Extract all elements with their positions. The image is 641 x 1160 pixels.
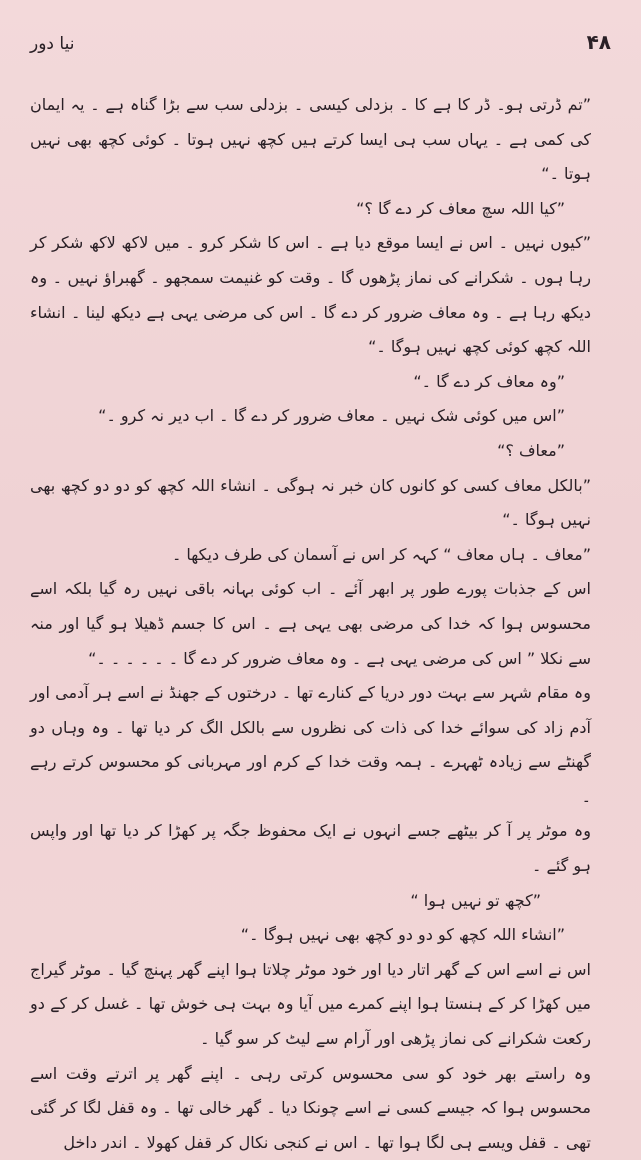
paragraph: اس کے جذبات پورے طور پر ابھر آئے ۔ اب کوئی بہانہ باقی نہیں رہ گیا بلکہ اسے محسوس ہوا کہ خدا کی مرضی بھی یہی ہے ۔ اس کا جسم ڈھیلا ہو گیا اور منہ سے نکلا ” اس کی مرضی یہی ہے ۔ وہ معاف ضرور کر دے گا ۔ ۔ ۔ ۔ ۔ ۔“ (30, 579, 591, 668)
page-header (30, 30, 611, 62)
paragraph: وہ موٹر پر آ کر بیٹھے جسے انہوں نے ایک محفوظ جگہ پر کھڑا کر دیا تھا اور واپس ہو گئے ۔ (30, 821, 591, 876)
dialogue-line: ”کچھ تو نہیں ہوا “ (410, 890, 541, 910)
paragraph: ”کیوں نہیں ۔ اس نے ایسا موقع دیا ہے ۔ اس کا شکر کرو ۔ میں لاکھ لاکھ شکر کر رہا ہوں ۔ شکرانے کی نماز پڑھوں گا ۔ وقت کو غنیمت سمجھو ۔ گھبراؤ نہیں ۔ وہ دیکھ رہا ہے ۔ وہ معاف ضرور کر دے گا ۔ اس کی مرضی یہی ہے دیکھ لینا ۔ انشاء اللہ کچھ کوئی کچھ نہیں ہوگا ۔“ (30, 233, 591, 357)
paragraph: ”بالکل معاف کسی کو کانوں کان خبر نہ ہوگی ۔ انشاء اللہ کچھ کو دو دو کچھ بھی نہیں ہوگا ۔“ (30, 475, 591, 530)
dialogue-line: ”وہ معاف کر دے گا ۔“ (413, 371, 565, 391)
running-title: نیا دور (30, 34, 75, 54)
paragraph: ”معاف ۔ ہاں معاف “ کہہ کر اس نے آسمان کی طرف دیکھا ۔ (171, 544, 591, 564)
paragraph: اس نے اسے اس کے گھر اتار دیا اور خود موٹر چلاتا ہوا اپنے گھر پہنچ گیا ۔ موٹر گیراج میں کھڑا کر کے ہنستا ہوا اپنے کمرے میں آیا وہ بہت ہی خوش تھا ۔ غسل کر کے دو رکعت شکرانے کی نماز پڑھی اور آرام سے لیٹ کر سو گیا ۔ (30, 959, 591, 1049)
dialogue-line: ”انشاء اللہ کچھ کو دو دو کچھ بھی نہیں ہوگا ۔“ (240, 925, 565, 945)
paragraph: وہ مقام شہر سے بہت دور دریا کے کنارے تھا ۔ درختوں کے جھنڈ نے اسے ہر آدمی اور آدم زاد کی سوائے خدا کی ذات کی نظروں سے بالکل الگ کر دیا تھا ۔ وہ وہاں دو گھنٹے سے زیادہ ٹھہرے ۔ ہمہ وقت خدا کے کرم اور مہربانی کو محسوس کرتے رہے ۔ (30, 683, 591, 806)
page-body (30, 88, 613, 1160)
dialogue-line: ”اس میں کوئی شک نہیں ۔ معاف ضرور کر دے گا ۔ اب دیر نہ کرو ۔“ (98, 406, 565, 426)
dialogue-line: ”کیا اللہ سچ معاف کر دے گا ؟“ (356, 198, 565, 218)
paragraph: وہ راستے بھر خود کو سی محسوس کرتی رہی ۔ اپنے گھر پر اترتے وقت اسے محسوس ہوا کہ جیسے کسی نے اسے چونکا دیا ۔ گھر خالی تھا ۔ وہ قفل لگا کر گئی تھی ۔ قفل ویسے ہی لگا ہوا تھا ۔ اس نے کنجی نکال کر قفل کھولا ۔ اندر داخل (30, 1063, 591, 1152)
dialogue-line: ”معاف ؟“ (497, 440, 565, 460)
page-number: ۴۸ (586, 30, 611, 54)
paragraph: ”تم ڈرتی ہو۔ ڈر کا ہے کا ۔ بزدلی کیسی ۔ بزدلی سب سے بڑا گناہ ہے ۔ یہ ایمان کی کمی ہے ۔ یہاں سب ہی ایسا کرتے ہیں کچھ نہیں ہوتا ۔ کوئی کچھ بھی نہیں ہوتا ۔“ (30, 95, 591, 184)
